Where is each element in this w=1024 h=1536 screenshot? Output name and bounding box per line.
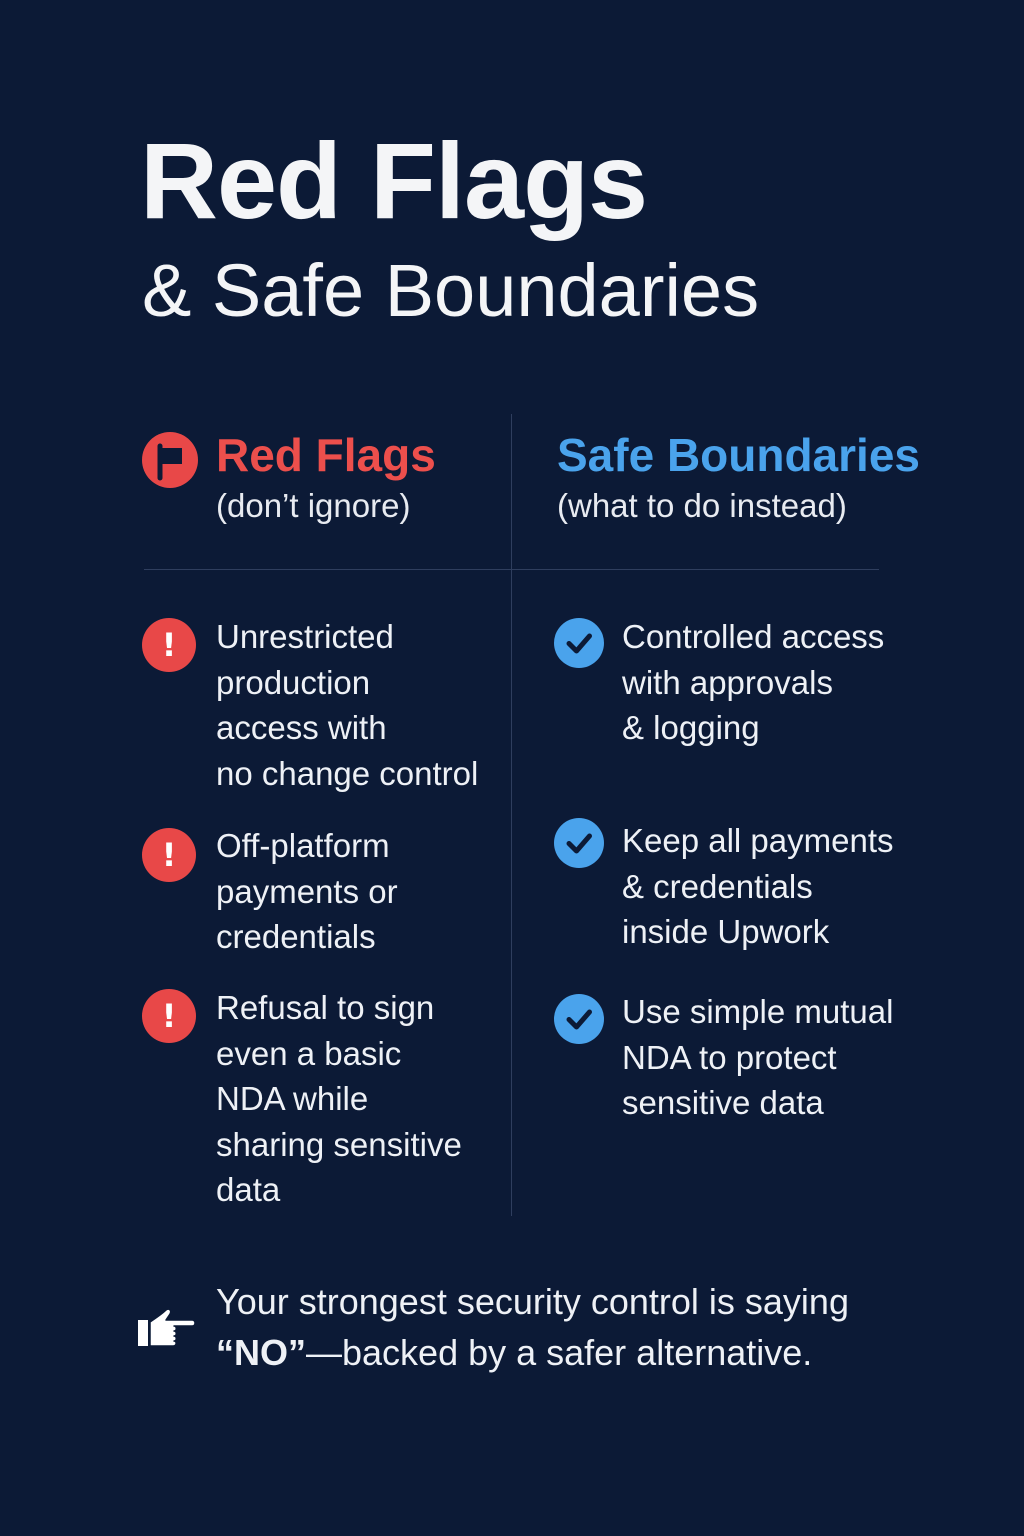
safe-boundaries-subheading: (what to do instead)	[557, 487, 847, 524]
exclamation-icon: !	[142, 989, 196, 1043]
horizontal-divider	[144, 569, 879, 570]
checkmark-icon	[554, 994, 604, 1044]
red-flags-subheading: (don’t ignore)	[216, 487, 411, 524]
red-flags-heading: Red Flags	[216, 429, 436, 481]
vertical-divider	[511, 414, 512, 1216]
red-flag-item: Off-platform payments or credentials	[216, 827, 398, 955]
footer-message: Your strongest security control is saying “NO”—backed by a safer alternative.	[216, 1281, 849, 1373]
page-subtitle: & Safe Boundaries	[142, 249, 760, 332]
emphasis-no: “NO”	[216, 1332, 306, 1373]
safe-boundary-item: Use simple mutual NDA to protect sensitive data	[622, 993, 894, 1121]
checkmark-icon	[554, 618, 604, 668]
exclamation-icon: !	[142, 828, 196, 882]
red-flag-item: Refusal to sign even a basic NDA while sharing sensitive data	[216, 989, 462, 1208]
flag-icon	[142, 432, 198, 488]
safe-boundary-item: Controlled access with approvals & logging	[622, 618, 885, 746]
safe-boundary-item: Keep all payments & credentials inside Upwork	[622, 822, 894, 950]
pointing-hand-icon	[134, 1306, 198, 1354]
safe-boundaries-heading: Safe Boundaries	[557, 429, 920, 481]
page-title: Red Flags	[140, 120, 648, 241]
exclamation-icon: !	[142, 618, 196, 672]
checkmark-icon	[554, 818, 604, 868]
red-flag-item: Unrestricted production access with no change control	[216, 618, 479, 792]
